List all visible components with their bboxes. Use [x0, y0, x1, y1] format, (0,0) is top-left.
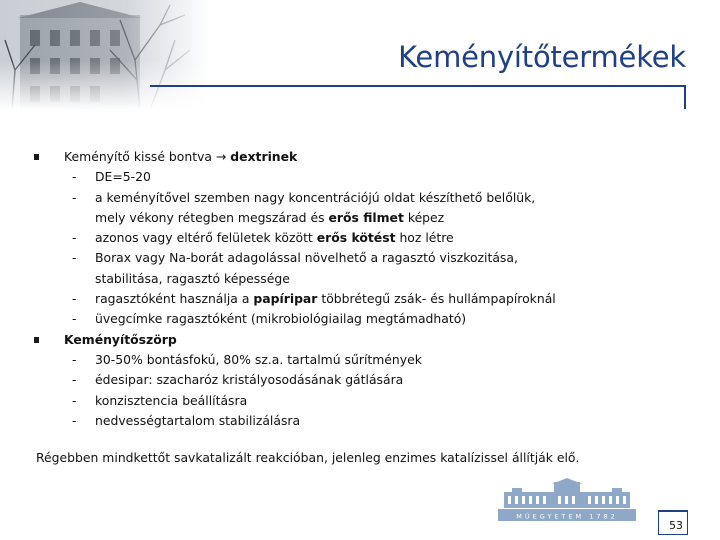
sub-item: - konzisztencia beállításra [72, 392, 248, 408]
square-bullet-icon [34, 337, 39, 343]
footnote-text: Régebben mindkettőt savkatalizált reakcióban, jelenleg enzimes katalízissel állítják elő. [36, 450, 580, 465]
sub-item: - a keményítővel szemben nagy koncentrációjú oldat készíthető belőlük, [72, 189, 536, 205]
bullet-item-keményítőszörp: Keményítőszörp [34, 330, 674, 350]
logo-caption: MŰEGYETEM 1782 [516, 512, 618, 521]
sub-item: - Borax vagy Na-borát adagolással növelhető a ragasztó viszkozitása, [72, 250, 518, 266]
sub-item: - azonos vagy eltérő felületek között erős kötést hoz létre [72, 230, 454, 246]
bullet-item-dextrinek: Keményítő kissé bontva → dextrinek [34, 147, 674, 167]
sub-item: - nedvességtartalom stabilizálásra [72, 412, 301, 428]
title-underline [150, 85, 686, 87]
building-photo [0, 0, 210, 110]
page-number: 53 [669, 519, 683, 532]
sub-item: - DE=5-20 [72, 169, 151, 185]
sub-item: - édesipar: szacharóz kristályosodásának gátlására [72, 372, 404, 388]
sub-item: - ragasztóként használja a papíripar többrétegű zsák- és hullámpapíroknál [72, 291, 556, 307]
university-logo [498, 478, 636, 522]
sub-item: - üvegcímke ragasztóként (mikrobiológiailag megtámadható) [72, 311, 467, 327]
sub-item-continuation: mely vékony rétegben megszárad és erős filmet képez [95, 209, 445, 225]
square-bullet-icon [34, 154, 39, 160]
slide-title: Keményítőtermékek [398, 40, 686, 74]
title-rule-vertical [684, 85, 686, 109]
page-number-box [658, 510, 688, 535]
sub-item: - 30-50% bontásfokú, 80% sz.a. tartalmú sűrítmények [72, 351, 422, 367]
bullet-content [34, 147, 674, 431]
sub-item-continuation: stabilitása, ragasztó képessége [95, 270, 290, 286]
